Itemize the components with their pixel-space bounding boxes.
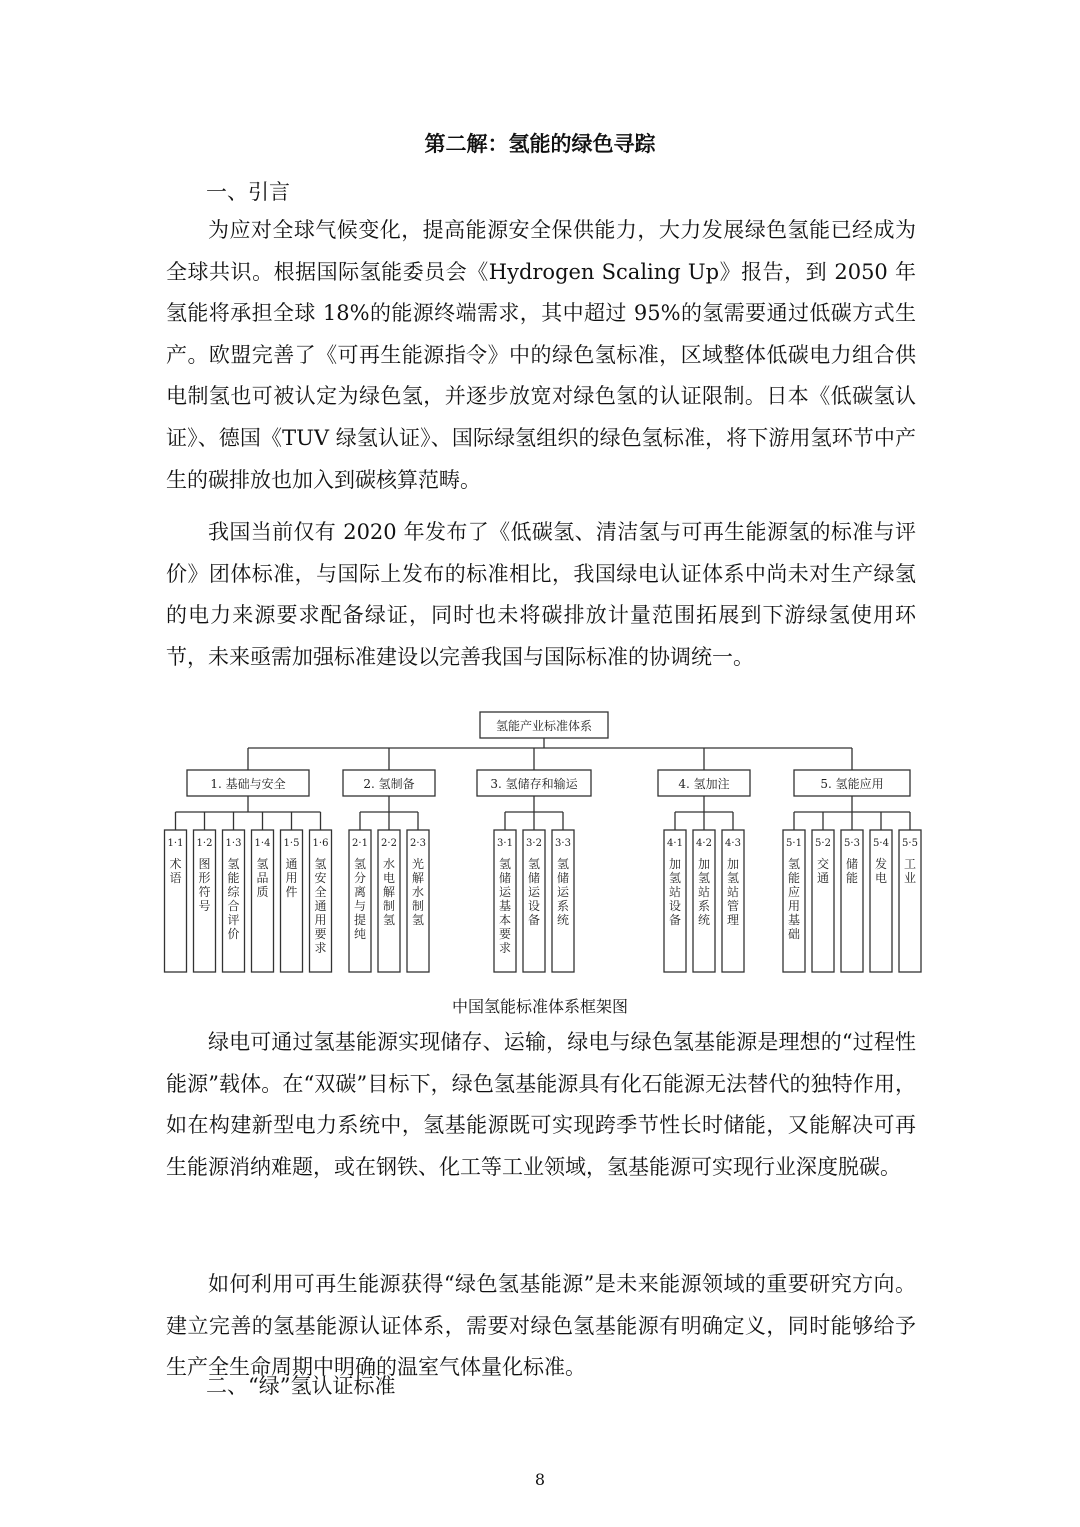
leaf-label: 4·3 加氢站管理 (725, 838, 741, 927)
leaf-label: 4·1 加氢站设备 (667, 838, 683, 927)
leaf-box (899, 830, 921, 972)
leaf-label: 3·2 氢储运设备 (526, 838, 542, 927)
paragraph-2: 我国当前仅有 2020 年发布了《低碳氢、清洁氢与可再生能源氢的标准与评价》团体标准，与国际上发布的标准相比，我国绿电认证体系中尚未对生产绿氢的电力来源要求配备绿证，同时也未将碳排放计量范围拓展到下游绿氢使用环节，未来亟需加强标准建设以完善我国与国际标准的协调统一。 (166, 520, 916, 669)
leaf-box (841, 830, 863, 972)
leaf-box (281, 830, 303, 972)
section-heading-green-hydrogen: 二、“绿”氢认证标准 (206, 1374, 396, 1398)
leaf-label: 3·1 氢储运基本要求 (497, 838, 513, 955)
leaf-label: 2·3 光解水制氢 (410, 838, 426, 927)
leaf-label: 3·3 氢储运系统 (555, 838, 571, 927)
leaf-label: 5·2 交通 (815, 838, 831, 885)
group-label: 5. 氢能应用 (820, 777, 884, 791)
leaf-label: 4·2 加氢站系统 (696, 838, 712, 927)
root-node-label: 氢能产业标准体系 (495, 719, 593, 733)
leaf-label: 1·3 氢能综合评价 (225, 838, 242, 941)
leaf-box (252, 830, 274, 972)
group-label: 3. 氢储存和输运 (490, 777, 578, 791)
leaf-label: 5·5 工业 (902, 838, 918, 885)
leaf-label: 1·2 图形符号 (196, 838, 213, 913)
leaf-label: 1·1 术语 (167, 838, 184, 885)
leaf-label: 1·6 氢安全通用要求 (312, 838, 329, 955)
leaf-label: 1·4 氢品质 (254, 838, 271, 899)
group-label: 4. 氢加注 (678, 777, 730, 791)
paragraph-4: 如何利用可再生能源获得“绿色氢基能源”是未来能源领域的重要研究方向。建立完善的氢基能源认证体系，需要对绿色氢基能源有明确定义，同时能够给予生产全生命周期中明确的温室气体量化标准。 (166, 1272, 916, 1380)
leaf-label: 1·5 通用件 (283, 838, 300, 899)
leaf-box (870, 830, 892, 972)
group-label: 2. 氢制备 (363, 777, 415, 791)
leaf-label: 2·1 氢分离与提纯 (352, 838, 368, 941)
leaf-label: 5·1 氢能应用基础 (786, 838, 802, 941)
group-label: 1. 基础与安全 (210, 777, 286, 791)
hydrogen-standard-framework-diagram (167, 700, 918, 985)
diagram-caption: 中国氢能标准体系框架图 (451, 997, 628, 1016)
leaf-label: 5·4 发电 (873, 838, 889, 885)
paragraph-3: 绿电可通过氢基能源实现储存、运输，绿电与绿色氢基能源是理想的“过程性能源”载体。在“双碳”目标下，绿色氢基能源具有化石能源无法替代的独特作用，如在构建新型电力系统中，氢基能源既可实现跨季节性长时储能，又能解决可再生能源消纳难题，或在钢铁、化工等工业领域，氢基能源可实现行业深度脱碳。 (166, 1030, 916, 1179)
page-number: 8 (534, 1470, 546, 1489)
leaf-label: 2·2 水电解制氢 (381, 838, 397, 927)
page-title: 第二解：氢能的绿色寻踪 (424, 132, 656, 156)
leaf-box (812, 830, 834, 972)
section-heading-intro: 一、引言 (206, 180, 290, 204)
leaf-label: 5·3 储能 (844, 838, 860, 885)
paragraph-1: 为应对全球气候变化，提高能源安全保供能力，大力发展绿色氢能已经成为全球共识。根据国际氢能委员会《Hydrogen Scaling Up》报告，到 2050 年氢能将承担全球 18%的能源终端需求，其中超过 95%的氢需要通过低碳方式生产。欧盟完善了《可再生能源指令》中的绿色氢标准，区域整体低碳电力组合供电制氢也可被认定为绿色氢，并逐步放宽对绿色氢的认证限制。日本《低碳氢认证》、德国《TUV 绿氢认证》、国际绿氢组织的绿色氢标准，将下游用氢环节中产生的碳排放也加入到碳核算范畴。 (166, 218, 916, 492)
leaf-box (165, 830, 187, 972)
